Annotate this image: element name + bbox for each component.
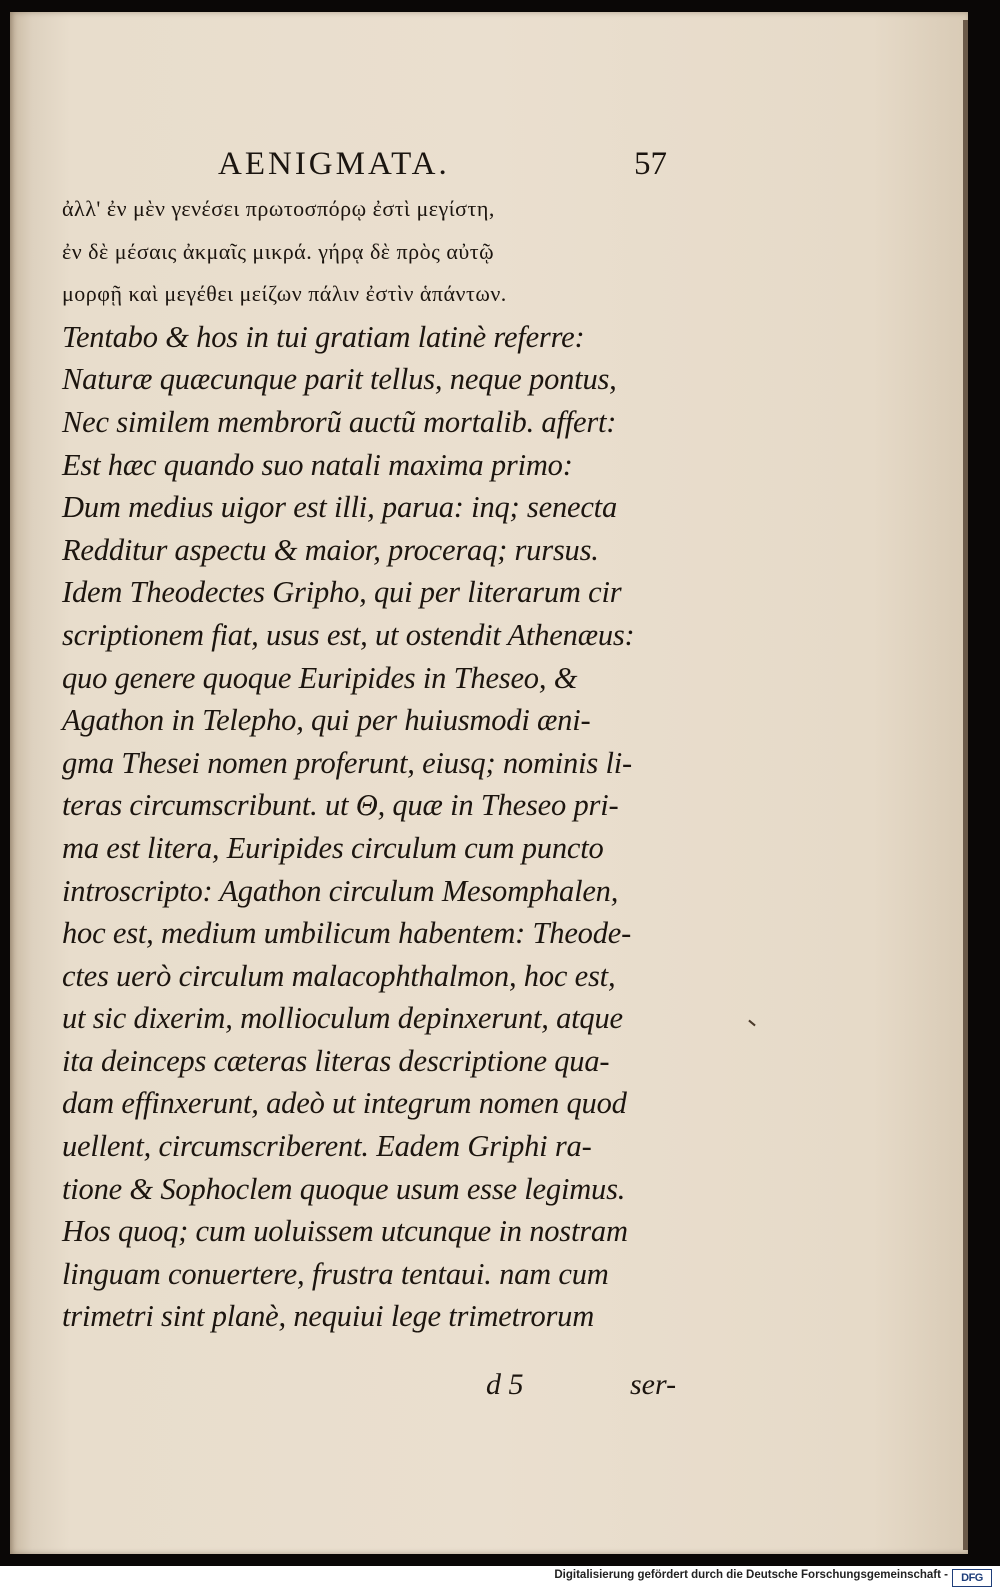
page-edge-shadow bbox=[963, 20, 968, 1550]
text-line: Est hæc quando suo natali maxima primo: bbox=[62, 447, 573, 482]
page-foot bbox=[10, 1368, 968, 1412]
text-line: μορφῇ καὶ μεγέθει μείζων πάλιν ἐστὶν ἁπάντων. bbox=[62, 281, 507, 307]
text-line: linguam conuertere, frustra tentaui. nam cum bbox=[62, 1256, 609, 1291]
text-line: teras circumscribunt. ut Θ, quæ in Theseo pri- bbox=[62, 788, 619, 823]
text-line: Redditur aspectu & maior, proceraq; rursus. bbox=[62, 532, 599, 567]
text-line: trimetri sint planè, nequiui lege trimetrorum bbox=[62, 1299, 595, 1334]
page-number: 57 bbox=[634, 146, 667, 182]
text-line: dam effinxerunt, adeò ut integrum nomen quod bbox=[62, 1086, 627, 1121]
running-title: AENIGMATA. bbox=[218, 146, 450, 182]
text-line: introscripto: Agathon circulum Mesomphalen, bbox=[62, 873, 619, 908]
text-line: Agathon in Telepho, qui per huiusmodi æni- bbox=[62, 703, 591, 738]
text-line: tione & Sophoclem quoque usum esse legimus. bbox=[62, 1171, 626, 1206]
text-line: Hos quoq; cum uoluissem utcunque in nostram bbox=[62, 1214, 628, 1249]
funding-note: Digitalisierung gefördert durch die Deutsche Forschungsgemeinschaft - bbox=[554, 1569, 948, 1581]
text-line: gma Thesei nomen proferunt, eiusq; nominis li- bbox=[62, 745, 632, 780]
text-line: hoc est, medium umbilicum habentem: Theode- bbox=[62, 916, 632, 951]
digitization-footer bbox=[0, 1566, 1000, 1589]
text-block bbox=[62, 188, 702, 1338]
ink-speck bbox=[748, 1020, 755, 1027]
text-line: ut sic dixerim, mollioculum depinxerunt, atque bbox=[62, 1001, 623, 1036]
text-line: uellent, circumscriberent. Eadem Griphi ra- bbox=[62, 1129, 592, 1164]
catchword: ser- bbox=[630, 1368, 677, 1401]
signature-mark: d 5 bbox=[486, 1368, 524, 1401]
dfg-logo-icon: DFG bbox=[952, 1569, 992, 1587]
text-line: ctes uerò circulum malacophthalmon, hoc est, bbox=[62, 958, 616, 993]
text-line: ma est litera, Euripides circulum cum puncto bbox=[62, 830, 604, 865]
text-line: Nec similem membrorũ auctũ mortalib. affert: bbox=[62, 404, 617, 439]
book-page bbox=[10, 12, 968, 1554]
text-line: ἐν δὲ μέσαις ἀκμαῖς μικρά. γήρᾳ δὲ πρὸς αὐτῷ bbox=[62, 238, 495, 264]
text-line: ἀλλ' ἐν μὲν γενέσει πρωτοσπόρῳ ἐστὶ μεγίστη, bbox=[62, 196, 495, 221]
text-line: ita deinceps cæteras literas descriptione qua- bbox=[62, 1043, 610, 1078]
text-line: Idem Theodectes Gripho, qui per literarum cir bbox=[62, 575, 622, 610]
text-line: Naturæ quæcunque parit tellus, neque pontus, bbox=[62, 362, 617, 397]
text-line: quo genere quoque Euripides in Theseo, & bbox=[62, 660, 578, 695]
text-line: scriptionem fiat, usus est, ut ostendit Athenæus: bbox=[62, 617, 635, 652]
text-line: Tentabo & hos in tui gratiam latinè referre: bbox=[62, 319, 585, 354]
text-line: Dum medius uigor est illi, parua: inq; senecta bbox=[62, 490, 617, 525]
